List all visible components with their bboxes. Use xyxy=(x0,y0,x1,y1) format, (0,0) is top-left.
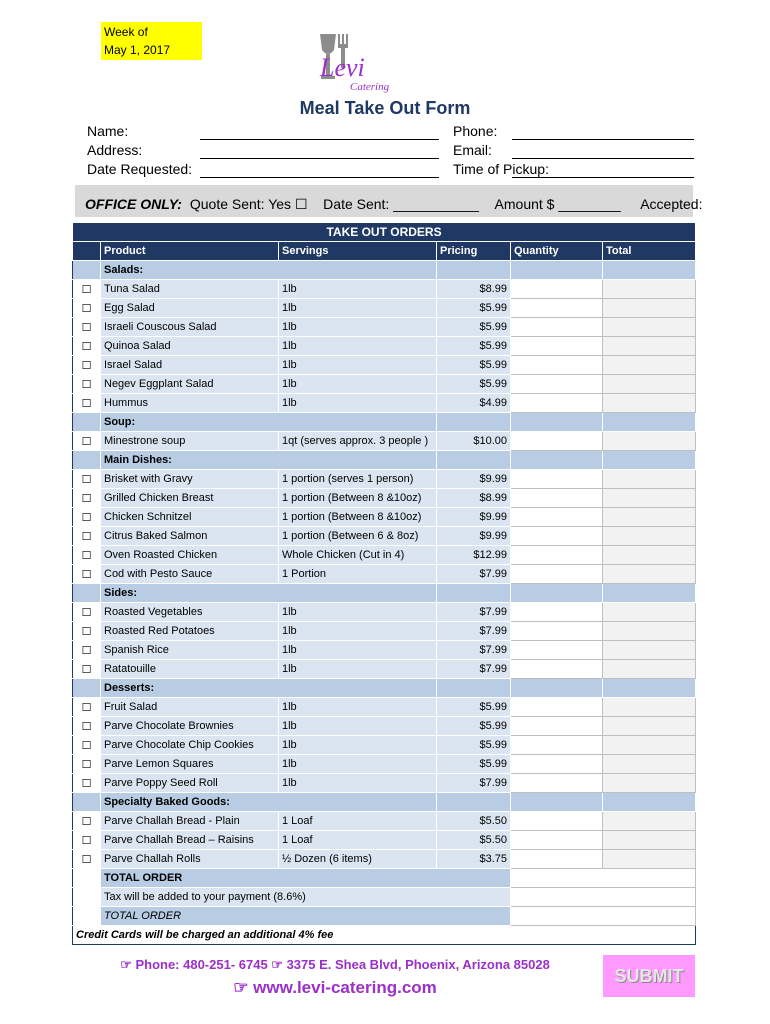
price-cell: $3.75 xyxy=(437,850,511,869)
quantity-input[interactable] xyxy=(511,717,603,736)
week-of-label xyxy=(101,22,202,60)
logo-name: Levi xyxy=(320,53,365,82)
price-cell: $5.99 xyxy=(437,318,511,337)
item-checkbox[interactable]: ☐ xyxy=(73,850,101,869)
quantity-input[interactable] xyxy=(511,831,603,850)
product-cell: Parve Chocolate Brownies xyxy=(101,717,279,736)
quantity-input[interactable] xyxy=(511,622,603,641)
item-checkbox[interactable]: ☐ xyxy=(73,489,101,508)
price-cell: $9.99 xyxy=(437,508,511,527)
item-checkbox[interactable]: ☐ xyxy=(73,565,101,584)
item-checkbox[interactable]: ☐ xyxy=(73,831,101,850)
quantity-input[interactable] xyxy=(511,375,603,394)
product-cell: Spanish Rice xyxy=(101,641,279,660)
price-cell: $5.50 xyxy=(437,812,511,831)
total-cell xyxy=(603,546,696,565)
tax-note-row xyxy=(73,888,696,907)
servings-cell: 1 Portion xyxy=(279,565,437,584)
servings-cell: 1 portion (Between 8 &10oz) xyxy=(279,489,437,508)
table-row xyxy=(73,755,696,774)
item-checkbox[interactable]: ☐ xyxy=(73,375,101,394)
total-cell xyxy=(603,470,696,489)
table-row xyxy=(73,622,696,641)
quantity-input[interactable] xyxy=(511,698,603,717)
name-label: Name: xyxy=(87,123,129,139)
servings-cell: 1lb xyxy=(279,622,437,641)
total-cell xyxy=(603,850,696,869)
servings-cell: 1 portion (serves 1 person) xyxy=(279,470,437,489)
total-cell xyxy=(603,375,696,394)
quantity-input[interactable] xyxy=(511,546,603,565)
total-cell xyxy=(603,660,696,679)
table-row xyxy=(73,337,696,356)
pickup-label: Time of Pickup: xyxy=(453,161,549,177)
total-cell xyxy=(603,736,696,755)
quantity-input[interactable] xyxy=(511,812,603,831)
category-row xyxy=(73,793,696,812)
product-cell: Parve Challah Bread – Raisins xyxy=(101,831,279,850)
price-cell: $4.99 xyxy=(437,394,511,413)
date-sent-field[interactable]: Date Sent: ___________ xyxy=(323,196,479,212)
quantity-input[interactable] xyxy=(511,470,603,489)
item-checkbox[interactable]: ☐ xyxy=(73,660,101,679)
total-cell xyxy=(603,318,696,337)
quote-sent-checkbox[interactable]: Quote Sent: Yes ☐ xyxy=(189,196,308,212)
quantity-input[interactable] xyxy=(511,432,603,451)
total-cell xyxy=(603,641,696,660)
servings-cell: Whole Chicken (Cut in 4) xyxy=(279,546,437,565)
total-cell xyxy=(603,337,696,356)
week-of-text: Week of xyxy=(104,25,148,39)
quantity-input[interactable] xyxy=(511,774,603,793)
quantity-input[interactable] xyxy=(511,736,603,755)
item-checkbox[interactable]: ☐ xyxy=(73,527,101,546)
category-row xyxy=(73,679,696,698)
table-row xyxy=(73,850,696,869)
pickup-field[interactable] xyxy=(512,177,694,178)
price-cell: $8.99 xyxy=(437,489,511,508)
category-label: Sides: xyxy=(101,584,437,603)
item-checkbox[interactable]: ☐ xyxy=(73,318,101,337)
item-checkbox[interactable]: ☐ xyxy=(73,546,101,565)
table-row xyxy=(73,375,696,394)
quantity-input[interactable] xyxy=(511,850,603,869)
product-cell: Minestrone soup xyxy=(101,432,279,451)
item-checkbox[interactable]: ☐ xyxy=(73,603,101,622)
servings-cell: 1lb xyxy=(279,299,437,318)
quantity-input[interactable] xyxy=(511,280,603,299)
price-cell: $9.99 xyxy=(437,527,511,546)
item-checkbox[interactable]: ☐ xyxy=(73,508,101,527)
category-label: Specialty Baked Goods: xyxy=(101,793,437,812)
price-cell: $5.99 xyxy=(437,755,511,774)
col-product: Product xyxy=(101,242,279,261)
total-cell xyxy=(603,432,696,451)
quantity-input[interactable] xyxy=(511,394,603,413)
category-row xyxy=(73,584,696,603)
quantity-input[interactable] xyxy=(511,489,603,508)
table-row xyxy=(73,812,696,831)
table-row xyxy=(73,356,696,375)
name-field[interactable] xyxy=(200,139,439,140)
item-checkbox[interactable]: ☐ xyxy=(73,717,101,736)
price-cell: $9.99 xyxy=(437,470,511,489)
product-cell: Parve Chocolate Chip Cookies xyxy=(101,736,279,755)
price-cell: $7.99 xyxy=(437,641,511,660)
table-row xyxy=(73,527,696,546)
product-cell: Israel Salad xyxy=(101,356,279,375)
total-cell xyxy=(603,280,696,299)
quantity-input[interactable] xyxy=(511,318,603,337)
total-cell xyxy=(603,299,696,318)
item-checkbox[interactable]: ☐ xyxy=(73,812,101,831)
total-order-row-2 xyxy=(73,907,696,926)
servings-cell: 1qt (serves approx. 3 people ) xyxy=(279,432,437,451)
total-cell xyxy=(603,622,696,641)
total-cell xyxy=(603,812,696,831)
address-label: Address: xyxy=(87,142,143,158)
col-servings: Servings xyxy=(279,242,437,261)
table-row xyxy=(73,641,696,660)
fee-row xyxy=(73,926,696,945)
col-total: Total xyxy=(603,242,696,261)
product-cell: Citrus Baked Salmon xyxy=(101,527,279,546)
tax-note-row-value xyxy=(511,888,696,907)
quantity-input[interactable] xyxy=(511,565,603,584)
item-checkbox[interactable]: ☐ xyxy=(73,774,101,793)
price-cell: $5.99 xyxy=(437,356,511,375)
item-checkbox[interactable]: ☐ xyxy=(73,280,101,299)
servings-cell: 1lb xyxy=(279,375,437,394)
servings-cell: 1lb xyxy=(279,318,437,337)
table-row xyxy=(73,508,696,527)
credit-card-fee-note: Credit Cards will be charged an additional 4% fee xyxy=(73,926,696,945)
servings-cell: 1lb xyxy=(279,280,437,299)
item-checkbox[interactable]: ☐ xyxy=(73,641,101,660)
category-row xyxy=(73,261,696,280)
quantity-input[interactable] xyxy=(511,641,603,660)
office-only-bar xyxy=(75,185,703,217)
price-cell: $7.99 xyxy=(437,603,511,622)
product-cell: Israeli Couscous Salad xyxy=(101,318,279,337)
servings-cell: 1lb xyxy=(279,641,437,660)
servings-cell: 1lb xyxy=(279,603,437,622)
category-label: Soup: xyxy=(101,413,437,432)
item-checkbox[interactable]: ☐ xyxy=(73,356,101,375)
address-field[interactable] xyxy=(200,158,439,159)
table-title: TAKE OUT ORDERS xyxy=(73,223,696,242)
total-cell xyxy=(603,489,696,508)
total-cell xyxy=(603,774,696,793)
total-cell xyxy=(603,831,696,850)
table-row xyxy=(73,565,696,584)
servings-cell: 1lb xyxy=(279,698,437,717)
logo-sub: Catering xyxy=(350,81,390,93)
week-date: May 1, 2017 xyxy=(104,43,171,57)
product-cell: Roasted Red Potatoes xyxy=(101,622,279,641)
quantity-input[interactable] xyxy=(511,603,603,622)
product-cell: Cod with Pesto Sauce xyxy=(101,565,279,584)
table-row xyxy=(73,774,696,793)
product-cell: Quinoa Salad xyxy=(101,337,279,356)
price-cell: $5.99 xyxy=(437,698,511,717)
servings-cell: 1lb xyxy=(279,660,437,679)
product-cell: Fruit Salad xyxy=(101,698,279,717)
quantity-input[interactable] xyxy=(511,337,603,356)
col-pricing: Pricing xyxy=(437,242,511,261)
price-cell: $5.99 xyxy=(437,736,511,755)
item-checkbox[interactable]: ☐ xyxy=(73,432,101,451)
page-title: Meal Take Out Form xyxy=(299,98,471,118)
item-checkbox[interactable]: ☐ xyxy=(73,394,101,413)
price-cell: $5.99 xyxy=(437,299,511,318)
table-row xyxy=(73,698,696,717)
item-checkbox[interactable]: ☐ xyxy=(73,337,101,356)
category-label: Main Dishes: xyxy=(101,451,437,470)
table-row xyxy=(73,489,696,508)
accepted-label: Accepted: xyxy=(640,196,703,212)
item-checkbox[interactable]: ☐ xyxy=(73,755,101,774)
table-row xyxy=(73,470,696,489)
total-order-input[interactable] xyxy=(511,869,696,888)
table-row xyxy=(73,831,696,850)
email-label: Email: xyxy=(453,142,492,158)
product-cell: Negev Eggplant Salad xyxy=(101,375,279,394)
quantity-input[interactable] xyxy=(511,356,603,375)
total-order-row xyxy=(73,869,696,888)
quantity-input[interactable] xyxy=(511,527,603,546)
category-row xyxy=(73,413,696,432)
col-quantity: Quantity xyxy=(511,242,603,261)
servings-cell: 1lb xyxy=(279,755,437,774)
price-cell: $5.50 xyxy=(437,831,511,850)
product-cell: Hummus xyxy=(101,394,279,413)
price-cell: $7.99 xyxy=(437,774,511,793)
submit-button[interactable]: SUBMIT xyxy=(603,955,695,997)
total-cell xyxy=(603,698,696,717)
category-row xyxy=(73,451,696,470)
price-cell: $7.99 xyxy=(437,660,511,679)
price-cell: $5.99 xyxy=(437,337,511,356)
item-checkbox[interactable]: ☐ xyxy=(73,622,101,641)
category-label: Salads: xyxy=(101,261,437,280)
category-label: Desserts: xyxy=(101,679,437,698)
total-order-2-input[interactable] xyxy=(511,907,696,926)
total-cell xyxy=(603,755,696,774)
office-only-label: OFFICE ONLY: xyxy=(85,196,182,212)
fork-wine-glass-icon xyxy=(312,32,402,94)
quantity-input[interactable] xyxy=(511,755,603,774)
price-cell: $12.99 xyxy=(437,546,511,565)
email-field[interactable] xyxy=(512,158,694,159)
phone-field[interactable] xyxy=(512,139,694,140)
item-checkbox[interactable]: ☐ xyxy=(73,299,101,318)
servings-cell: 1 portion (Between 8 &10oz) xyxy=(279,508,437,527)
table-row xyxy=(73,546,696,565)
total-order-row-label: TOTAL ORDER xyxy=(101,869,511,888)
total-cell xyxy=(603,603,696,622)
price-cell: $7.99 xyxy=(437,622,511,641)
servings-cell: 1 portion (Between 6 & 8oz) xyxy=(279,527,437,546)
servings-cell: 1 Loaf xyxy=(279,831,437,850)
price-cell: $8.99 xyxy=(437,280,511,299)
product-cell: Roasted Vegetables xyxy=(101,603,279,622)
product-cell: Parve Poppy Seed Roll xyxy=(101,774,279,793)
servings-cell: 1lb xyxy=(279,774,437,793)
quantity-input[interactable] xyxy=(511,508,603,527)
total-cell xyxy=(603,356,696,375)
product-cell: Ratatouille xyxy=(101,660,279,679)
total-cell xyxy=(603,394,696,413)
item-checkbox[interactable]: ☐ xyxy=(73,736,101,755)
price-cell: $5.99 xyxy=(437,717,511,736)
product-cell: Parve Challah Bread - Plain xyxy=(101,812,279,831)
website-link[interactable]: ☞ www.levi-catering.com xyxy=(233,978,437,997)
servings-cell: 1lb xyxy=(279,356,437,375)
table-row xyxy=(73,280,696,299)
product-cell: Tuna Salad xyxy=(101,280,279,299)
table-row xyxy=(73,299,696,318)
table-row xyxy=(73,603,696,622)
price-cell: $10.00 xyxy=(437,432,511,451)
item-checkbox[interactable]: ☐ xyxy=(73,470,101,489)
table-row xyxy=(73,717,696,736)
total-cell xyxy=(603,508,696,527)
contact-info: ☞ Phone: 480-251- 6745 ☞ 3375 E. Shea Blvd, Phoenix, Arizona 85028 xyxy=(120,957,550,972)
product-cell: Chicken Schnitzel xyxy=(101,508,279,527)
product-cell: Parve Challah Rolls xyxy=(101,850,279,869)
table-row xyxy=(73,432,696,451)
product-cell: Parve Lemon Squares xyxy=(101,755,279,774)
levi-logo xyxy=(312,32,402,94)
quantity-input[interactable] xyxy=(511,299,603,318)
servings-cell: 1 Loaf xyxy=(279,812,437,831)
servings-cell: ½ Dozen (6 items) xyxy=(279,850,437,869)
total-cell xyxy=(603,565,696,584)
table-row xyxy=(73,660,696,679)
phone-label: Phone: xyxy=(453,123,498,139)
servings-cell: 1lb xyxy=(279,394,437,413)
total-order-row-2-label: TOTAL ORDER xyxy=(101,907,511,926)
servings-cell: 1lb xyxy=(279,717,437,736)
product-cell: Oven Roasted Chicken xyxy=(101,546,279,565)
date-requested-label: Date Requested: xyxy=(87,161,193,177)
price-cell: $7.99 xyxy=(437,565,511,584)
table-row xyxy=(73,736,696,755)
table-row xyxy=(73,318,696,337)
product-cell: Brisket with Gravy xyxy=(101,470,279,489)
price-cell: $5.99 xyxy=(437,375,511,394)
total-cell xyxy=(603,717,696,736)
item-checkbox[interactable]: ☐ xyxy=(73,698,101,717)
product-cell: Grilled Chicken Breast xyxy=(101,489,279,508)
take-out-orders-table xyxy=(72,222,696,945)
product-cell: Egg Salad xyxy=(101,299,279,318)
amount-field[interactable]: Amount $ ________ xyxy=(494,196,621,212)
quantity-input[interactable] xyxy=(511,660,603,679)
table-row xyxy=(73,394,696,413)
servings-cell: 1lb xyxy=(279,736,437,755)
tax-note-row-label: Tax will be added to your payment (8.6%) xyxy=(101,888,511,907)
total-cell xyxy=(603,527,696,546)
servings-cell: 1lb xyxy=(279,337,437,356)
date-requested-field[interactable] xyxy=(200,177,439,178)
